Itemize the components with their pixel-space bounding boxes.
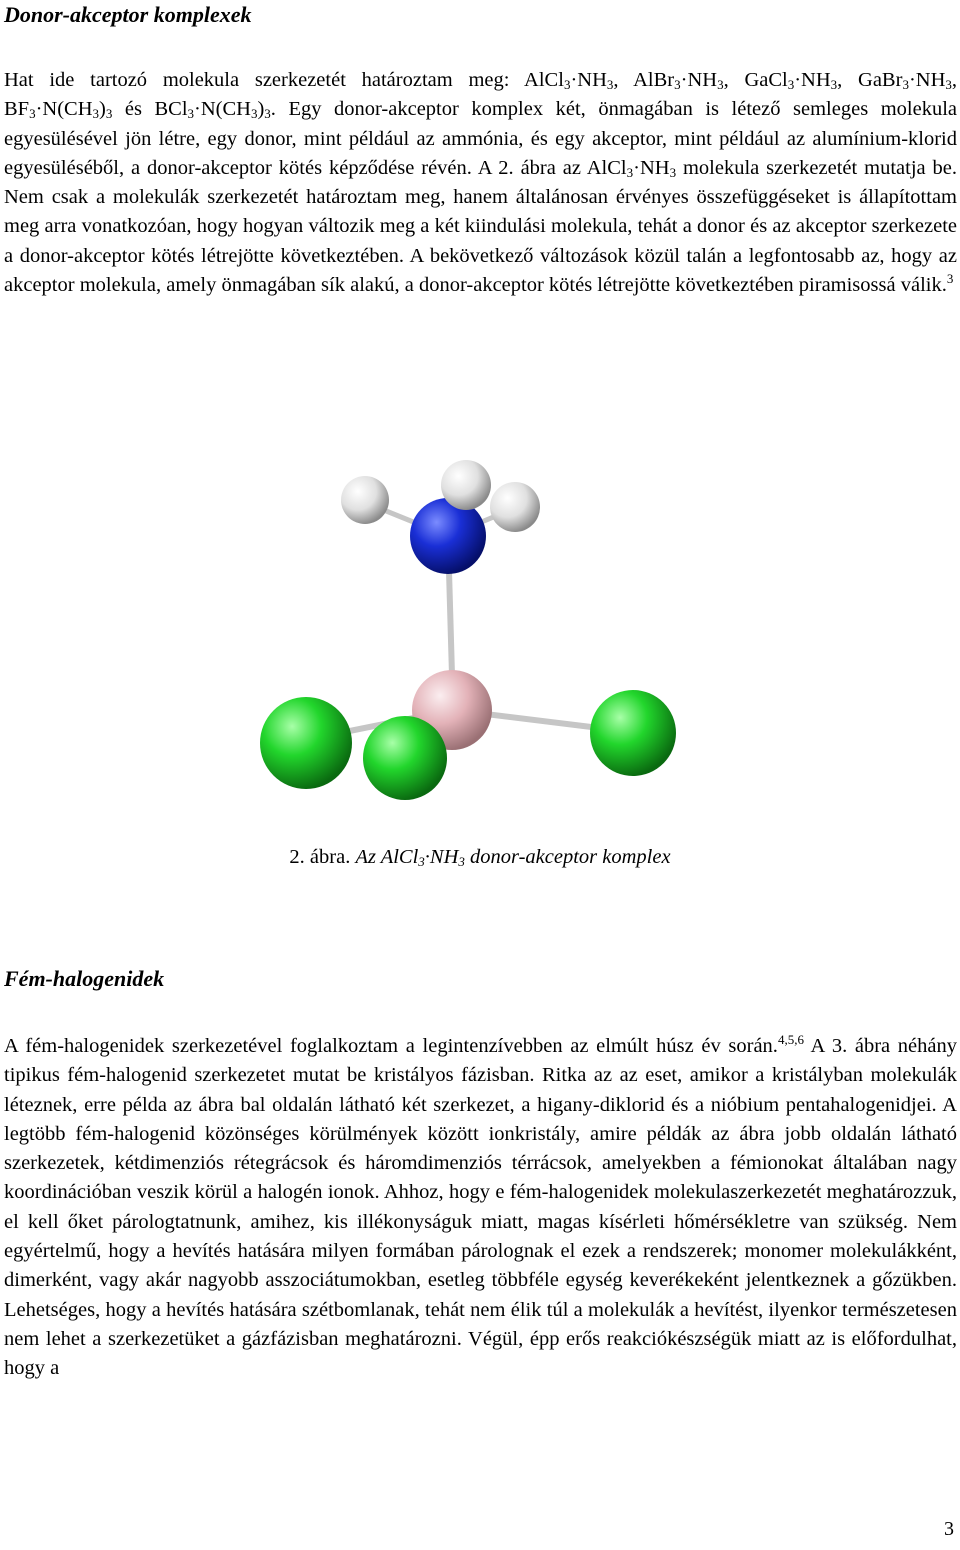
citation-ref: 3 <box>946 271 954 287</box>
molecule-figure <box>0 440 960 820</box>
citation-ref: 4,5,6 <box>777 1032 804 1047</box>
figure-caption <box>0 846 960 869</box>
hydrogen-atom-left <box>341 476 389 524</box>
hydrogen-atom-top <box>441 460 491 510</box>
nitrogen-atom <box>410 498 486 574</box>
paragraph-metal-halides: A fém-halogenidek szerkezetével foglalkoztam a legintenzívebben az elmúlt húsz év során.$^{4,5,6}$ A 3. ábra néhány tipikus fém-halogenid szerkezetet mutat be kristályos fázisban. Ritka az az eset, amikor a kristályban molekulák léteznek, erre példa az ábra bal oldalán látható két szerkezet, a higany-diklorid és a nióbium pentahalogenidjei. A legtöbb fém-halogenid közönséges körülmények között ionkristály, amire példák az ábra jobb oldalán látható szerkezetek, kétdimenziós rétegrácsok és háromdimenziós térrácsok, amelyekben a fémionokat általában nagy koordinációban veszik körül a halogén ionok. Ahhoz, hogy e fém-halogenidek molekulaszerkezetét meghatározzuk, el kell őket párologtatnunk, amihez, kis illékonyságuk miatt, magas kísérleti hőmérsékletre van szükség. Nem egyértelmű, hogy a hevítés hatására milyen formában párolognak el ezek a rendszerek; monomer molekulákként, dimerként, vagy akár nagyobb asszociátumokban, esetleg többféle egység keverékeként jelentkeznek a gőzükben. Lehetséges, hogy a hevítés hatására szétbomlanak, tehát nem élik túl a molekulák a hevítést, ilyenkor természetesen nem lehet a szerkezetüket a gázfázisban meghatározni. Végül, épp erős reakciókészségük miatt az is előfordulhat, hogy a <box>4 1032 957 1380</box>
figure-title: Az $AlCl_3\cdot NH_3$ donor-akceptor komplex <box>355 846 671 869</box>
section-heading-donor-acceptor: Donor-akceptor komplexek <box>4 2 252 27</box>
chlorine-atom-left <box>260 697 352 789</box>
chlorine-atom-right <box>590 690 676 776</box>
paragraph-donor-acceptor: Hat ide tartozó molekula szerkezetét határoztam meg: $AlCl_3\cdot NH_3$, $AlBr_3\cdot NH_3$, $GaCl_3\cdot NH_3$, $GaBr_3\cdot NH_3$, $BF_3\cdot N(CH_3)_3$ és $BCl_3\cdot N(CH_3)_3$. Egy donor-akceptor komplex két, önmagában is létező semleges molekula egyesülésével jön létre, egy donor, mint például az ammónia, és egy akceptor, mint például az alumínium-klorid egyesüléséből, a donor-akceptor kötés képződése révén. A 2. ábra az $AlCl_3\cdot NH_3$ molekula szerkezetét mutatja be. Nem csak a molekulák szerkezetét határoztam meg, hanem általánosan érvényes összefüggéseket is állapítottam meg arra vonatkozóan, hogy hogyan változik meg a két kiindulási molekula, tehát a donor és az akceptor szerkezete a donor-akceptor kötés létrejötte következtében. A bekövetkező változások közül talán a legfontosabb az, hogy az akceptor molekula, amely önmagában sík alakú, a donor-akceptor kötés létrejötte következtében piramisossá válik.$^3$ <box>4 69 958 297</box>
page-number: 3 <box>944 1518 954 1540</box>
figure-label: 2. ábra. <box>289 846 351 868</box>
chlorine-atom-front <box>363 716 447 800</box>
hydrogen-atom-right <box>490 482 540 532</box>
section-heading-metal-halides: Fém-halogenidek <box>4 966 165 991</box>
